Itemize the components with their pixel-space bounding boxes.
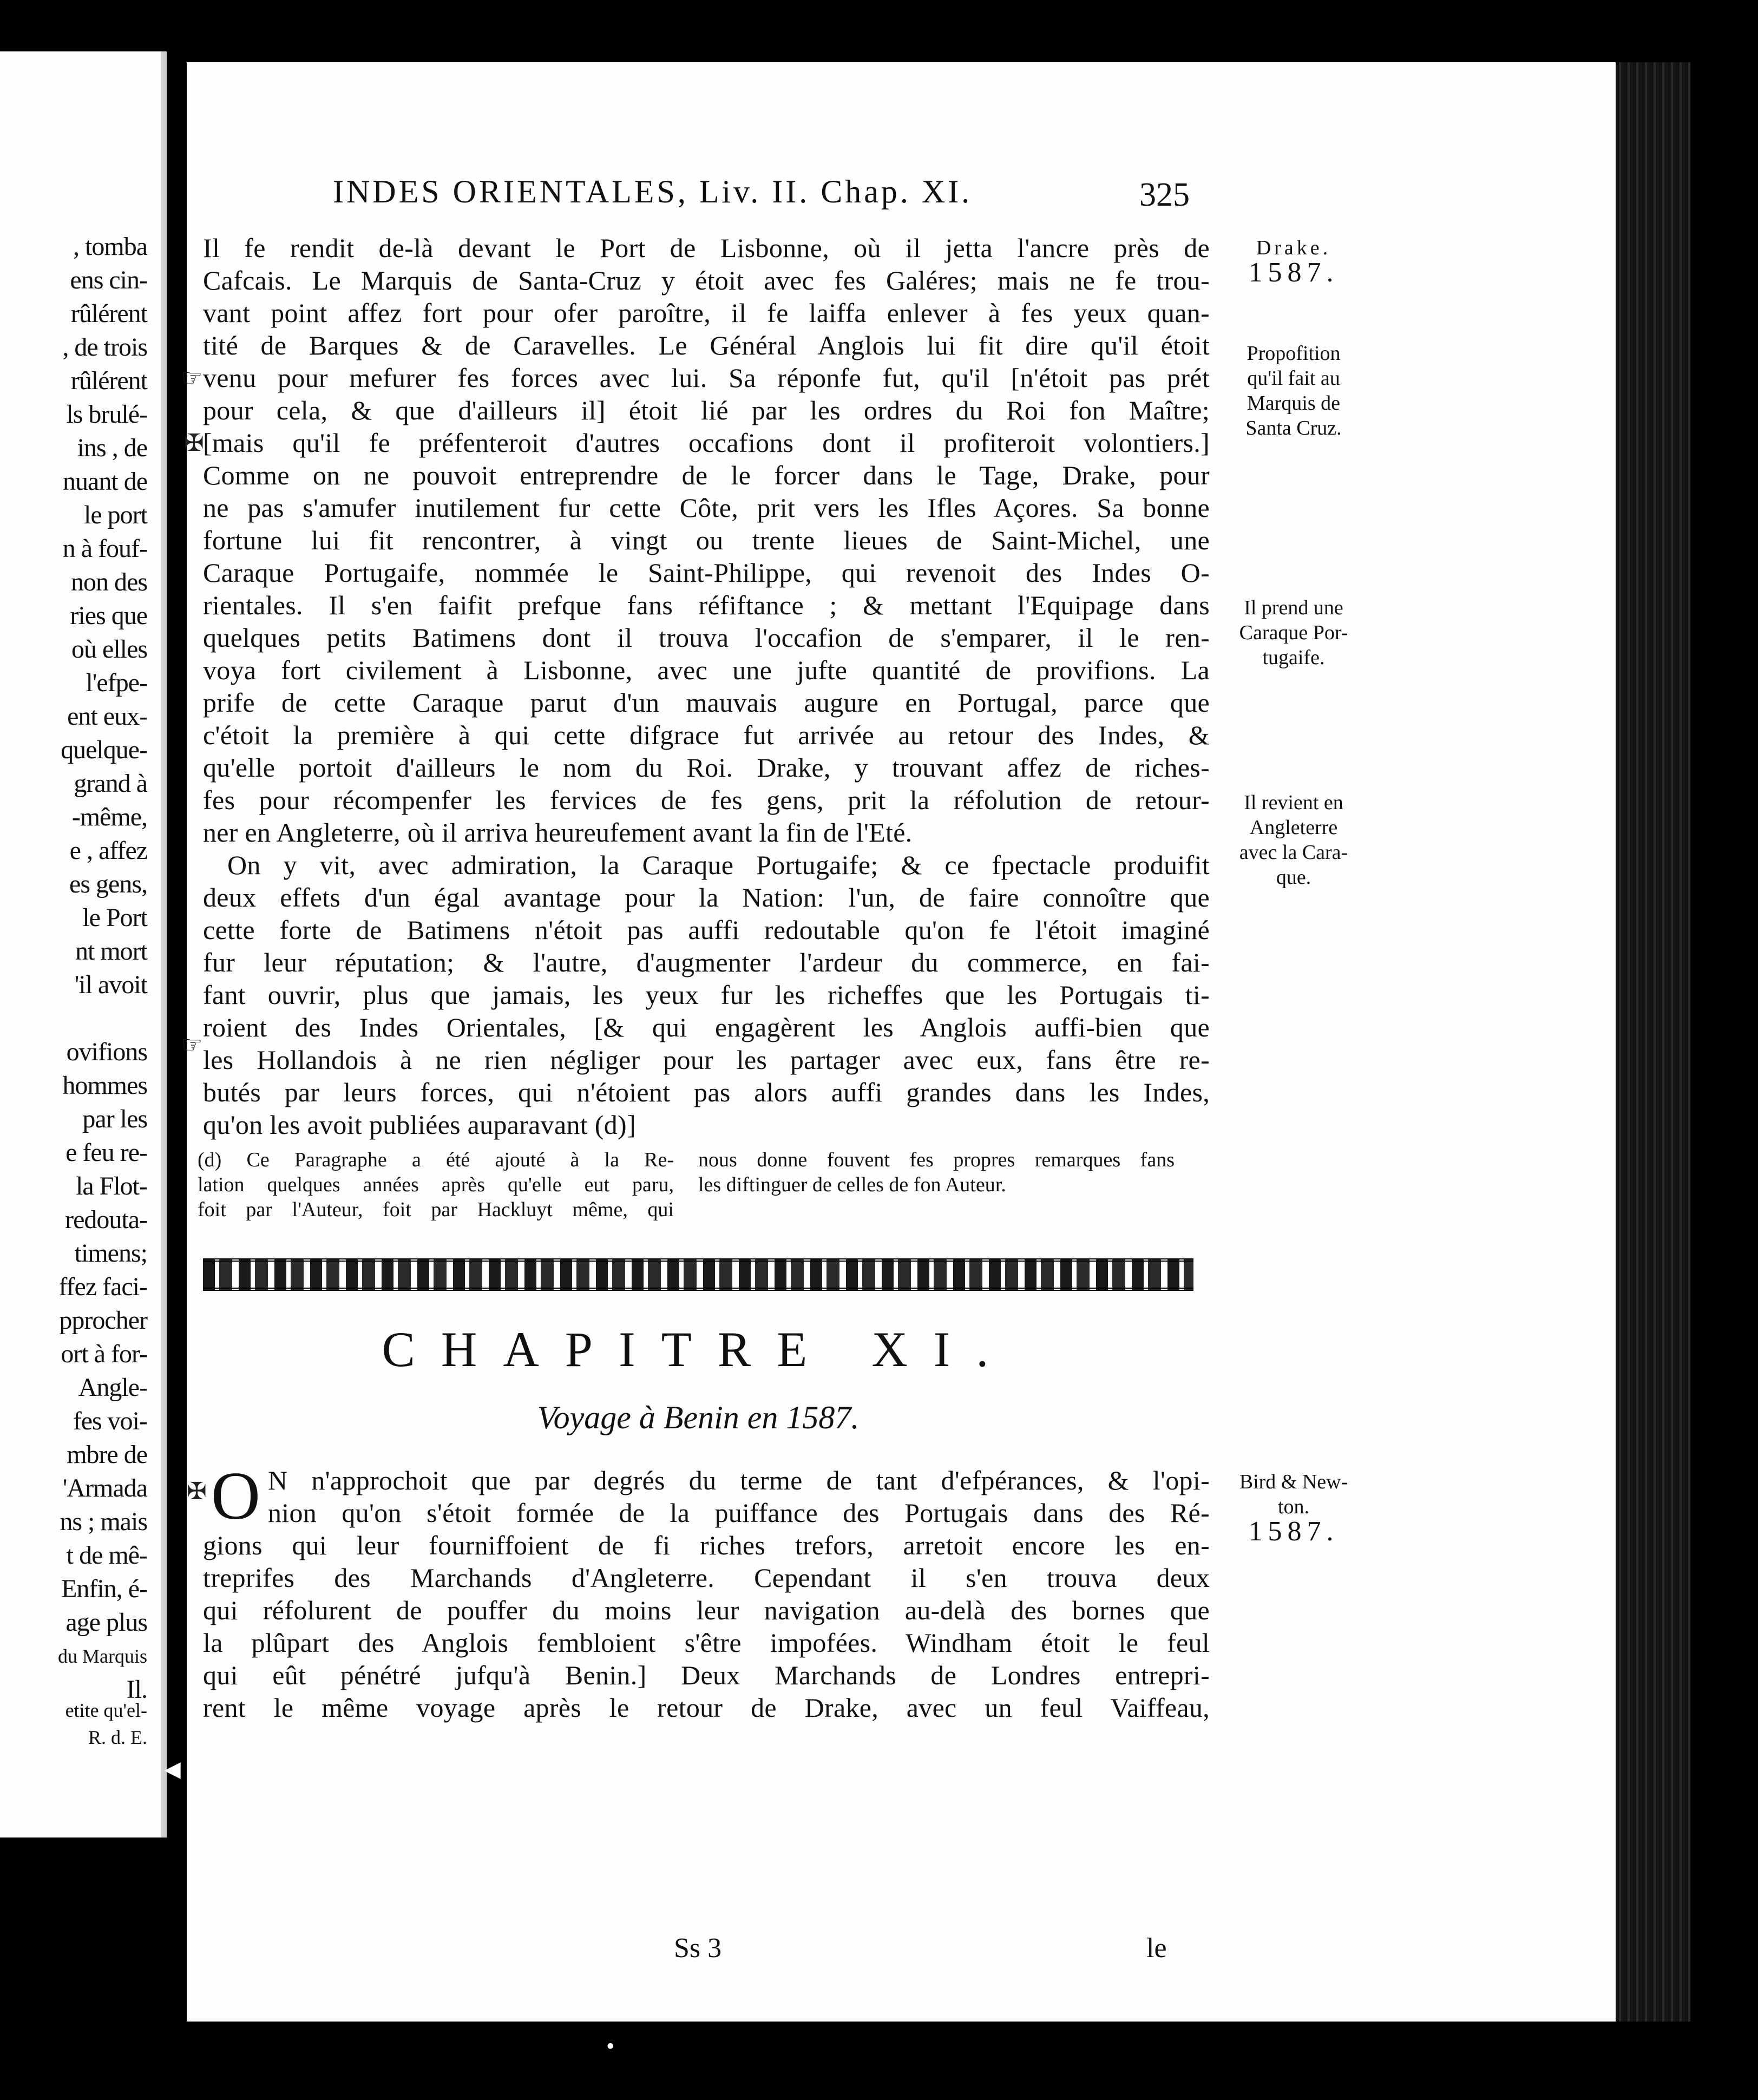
left-page-footnote — [58, 1643, 147, 1751]
text-line: N n'approchoit que par degrés du terme de tant d'efpérances, & l'opi- — [268, 1465, 1210, 1495]
pointing-hand-icon: ☞ — [181, 365, 203, 391]
margin-date: 1587. — [1248, 257, 1339, 288]
left-line: rûlérent — [70, 366, 147, 395]
left-line: Il. — [126, 1675, 147, 1704]
text-line: tité de Barques & de Caravelles. Le Général Anglois lui fit dire qu'il étoit — [203, 330, 1210, 360]
margin-note-line: Bird & New- — [1239, 1471, 1348, 1493]
text-line: voya fort civilement à Lisbonne, avec une jufte quantité de provifions. La — [203, 655, 1210, 685]
left-line: le port — [84, 501, 147, 529]
left-line: où elles — [71, 635, 147, 664]
signature-mark: Ss 3 — [674, 1933, 722, 1964]
book-page — [181, 62, 1616, 2022]
text-line: quelques petits Batimens dont il trouva l'occafion de s'emparer, il le ren- — [203, 622, 1210, 653]
left-line: pprocher — [59, 1306, 147, 1335]
left-line: e feu re- — [65, 1138, 147, 1167]
left-line: ins , de — [77, 434, 147, 462]
text-line: qu'elle portoit d'ailleurs le nom du Roi. Drake, y trouvant affez de riches- — [203, 752, 1210, 783]
left-arrow-icon: ◀ — [164, 1757, 181, 1781]
left-line: quelque- — [61, 736, 147, 764]
body-text-bottom — [203, 1459, 1210, 1724]
footnote-right-column — [698, 1147, 1175, 1197]
text-line: ner en Angleterre, où il arriva heureufement avant la fin de l'Eté. — [203, 817, 913, 848]
footnote-line: (d) Ce Paragraphe a été ajouté à la Re- — [198, 1149, 674, 1171]
margin-note-revient — [1204, 790, 1383, 890]
text-line: gions qui leur fourniffoient de fi riches trefors, arretoit encore les en- — [203, 1530, 1210, 1560]
page-number: 325 — [1139, 176, 1190, 213]
left-line — [58, 1002, 147, 1035]
left-line: -même, — [71, 803, 147, 831]
text-line: Comme on ne pouvoit entreprendre de le forcer dans le Tage, Drake, pour — [203, 460, 1210, 490]
text-line: [mais qu'il fe préfenteroit d'autres occafions dont il profiteroit volontiers.] — [203, 428, 1210, 458]
text-line: qu'on les avoit publiées auparavant (d)] — [203, 1110, 636, 1140]
left-line: ffez faci- — [58, 1272, 147, 1301]
left-line: Enfin, é- — [61, 1574, 147, 1603]
body-text-top — [203, 232, 1210, 1141]
chapter-subtitle: Voyage à Benin en 1587. — [537, 1400, 860, 1435]
text-line: fur leur réputation; & l'autre, d'augmenter l'ardeur du commerce, en fai- — [203, 947, 1210, 977]
footnote-line: lation quelques années après qu'elle eut paru, — [198, 1173, 674, 1196]
left-line: timens; — [74, 1239, 147, 1268]
left-line: hommes — [62, 1071, 147, 1100]
text-line: les Hollandois à ne rien négliger pour les partager avec eux, fans être re- — [203, 1045, 1210, 1075]
left-line: age plus — [65, 1608, 147, 1637]
drop-cap: O — [211, 1459, 260, 1534]
catchword: le — [1146, 1933, 1167, 1964]
left-line: par les — [82, 1105, 147, 1133]
left-line: nt mort — [75, 937, 147, 966]
text-line: nion qu'on s'étoit formée de la puiffance des Portugais dans des Ré- — [268, 1498, 1210, 1528]
text-line: cette forte de Batimens n'étoit pas auffi redoutable qu'on fe l'étoit imaginé — [203, 915, 1210, 945]
left-line: 'Armada — [62, 1474, 147, 1502]
text-line: venu pour mefurer fes forces avec lui. Sa réponfe fut, qu'il [n'étoit pas prét — [203, 363, 1210, 393]
text-line: butés par leurs forces, qui n'étoient pas alors auffi grandes dans les Indes, — [203, 1077, 1210, 1107]
margin-note-line: ton. — [1277, 1495, 1310, 1518]
text-line: la plûpart des Anglois fembloient s'être impofées. Windham étoit le feul — [203, 1628, 1210, 1658]
text-line: prife de cette Caraque parut d'un mauvais augure en Portugal, parce que — [203, 687, 1210, 718]
left-line: l'efpe- — [86, 668, 147, 697]
chapter-title: CHAPITRE XI. — [382, 1322, 1015, 1377]
margin-note-line: Il prend une — [1244, 596, 1343, 619]
footnote-line: les diftinguer de celles de fon Auteur. — [698, 1173, 1006, 1196]
text-line: Il fe rendit de-là devant le Port de Lisbonne, où il jetta l'ancre près de — [203, 233, 1210, 263]
running-head: INDES ORIENTALES, Liv. II. Chap. XI. — [333, 174, 973, 209]
left-line: n à fouf- — [62, 534, 147, 563]
left-line: la Flot- — [76, 1172, 147, 1200]
text-line: Caraque Portugaife, nommée le Saint-Philippe, qui revenoit des Indes O- — [203, 557, 1210, 588]
cross-mark-icon: ✠ — [187, 1478, 207, 1505]
text-line: deux effets d'un égal avantage pour la Nation: l'un, de faire connoître que — [203, 882, 1210, 913]
left-line: fes voi- — [73, 1407, 147, 1435]
text-line: vant point affez fort pour ofer paroître, il fe laiffa enlever à fes yeux quan- — [203, 298, 1210, 328]
left-line: rûlérent — [70, 299, 147, 328]
margin-note-line: Propofition — [1247, 342, 1341, 365]
text-line: Cafcais. Le Marquis de Santa-Cruz y étoit avec fes Galéres; mais ne fe trou- — [203, 265, 1210, 296]
footnote-line: foit par l'Auteur, foit par Hackluyt même, qui — [198, 1198, 674, 1221]
left-line: 'il avoit — [74, 970, 147, 999]
text-line: rientales. Il s'en faifit prefque fans réfiftance ; & mettant l'Equipage dans — [203, 590, 1210, 620]
left-line: Angle- — [78, 1373, 147, 1402]
text-line: qui eût pénétré jufqu'à Benin.] Deux Marchands de Londres entrepri- — [203, 1660, 1210, 1690]
text-line: ne pas s'amufer inutilement fur cette Côte, prit vers les Ifles Açores. Sa bonne — [203, 493, 1210, 523]
left-note-line: du Marquis — [58, 1645, 147, 1667]
pointing-hand-icon: ☞ — [181, 1032, 203, 1058]
text-line: fortune lui fit rencontrer, à vingt ou trente lieues de Saint-Michel, une — [203, 525, 1210, 555]
margin-note-proposition — [1204, 341, 1383, 441]
left-line: nuant de — [63, 467, 147, 496]
left-line: ens cin- — [70, 266, 147, 294]
text-line: fant ouvrir, plus que jamais, les yeux fur les richeffes que les Portugais ti- — [203, 980, 1210, 1010]
margin-note-line: qu'il fait au — [1247, 367, 1340, 390]
left-line: non des — [71, 568, 147, 596]
left-line: grand à — [74, 769, 147, 798]
ornamental-band — [203, 1258, 1193, 1291]
margin-note-line: tugaife. — [1262, 646, 1325, 669]
left-note-line — [58, 1670, 147, 1697]
left-line: e , affez — [69, 836, 147, 865]
left-note-line: R. d. E. — [88, 1727, 147, 1748]
footnote-line: nous donne fouvent fes propres remarques fans — [698, 1149, 1175, 1171]
margin-note-line: que. — [1276, 866, 1311, 889]
left-line: le Port — [82, 903, 147, 932]
left-line: mbre de — [67, 1440, 147, 1469]
left-line: ent eux- — [67, 702, 147, 731]
text-line: treprifes des Marchands d'Angleterre. Cependant il s'en trouva deux — [203, 1563, 1210, 1593]
left-line: ovifions — [66, 1038, 147, 1066]
left-page-text — [58, 230, 147, 1707]
margin-note-line: avec la Cara- — [1239, 841, 1348, 864]
margin-note-bird-newton — [1204, 1469, 1383, 1547]
margin-note-line: Caraque Por- — [1239, 621, 1348, 644]
cross-mark-icon: ✠ — [184, 430, 204, 456]
left-line: es gens, — [69, 870, 147, 898]
text-line: rent le même voyage après le retour de Drake, avec un feul Vaiffeau, — [203, 1692, 1210, 1723]
left-line: , de trois — [62, 333, 147, 362]
left-line: redouta- — [65, 1205, 147, 1234]
text-line: roient des Indes Orientales, [& qui engagèrent les Anglois auffi-bien que — [203, 1012, 1210, 1042]
speck-mark: • — [606, 2033, 615, 2059]
left-line: , tomba — [73, 232, 147, 261]
left-facing-page — [0, 51, 167, 1837]
margin-date: 1587. — [1248, 1516, 1339, 1547]
left-line: ort à for- — [61, 1340, 147, 1368]
left-line: ries que — [70, 601, 147, 630]
margin-note-line: Angleterre — [1249, 816, 1338, 839]
margin-note-line: Drake. — [1256, 237, 1331, 259]
margin-note-prend — [1204, 595, 1383, 670]
margin-note-drake — [1204, 235, 1383, 288]
text-line: On y vit, avec admiration, la Caraque Portugaife; & ce fpectacle produifit — [227, 850, 1210, 880]
text-line: pour cela, & que d'ailleurs il] étoit lié par les ordres du Roi fon Maître; — [203, 395, 1210, 425]
footnote-left-column — [198, 1147, 674, 1222]
text-line: fes pour récompenfer les fervices de fes gens, prit la réfolution de retour- — [203, 785, 1210, 815]
margin-note-line: Marquis de — [1247, 392, 1341, 415]
left-line: t de mê- — [66, 1541, 147, 1570]
text-line: qui réfolurent de pouffer du moins leur navigation au-delà des bornes que — [203, 1595, 1210, 1625]
left-note-line: etite qu'el- — [65, 1699, 147, 1721]
left-line: ls brulé- — [66, 400, 147, 429]
margin-note-line: Santa Cruz. — [1245, 417, 1342, 439]
left-line: ns ; mais — [60, 1507, 147, 1536]
margin-note-line: Il revient en — [1244, 791, 1343, 814]
book-page-edges — [1616, 62, 1690, 2022]
text-line: c'étoit la première à qui cette difgrace fut arrivée au retour des Indes, & — [203, 720, 1210, 750]
